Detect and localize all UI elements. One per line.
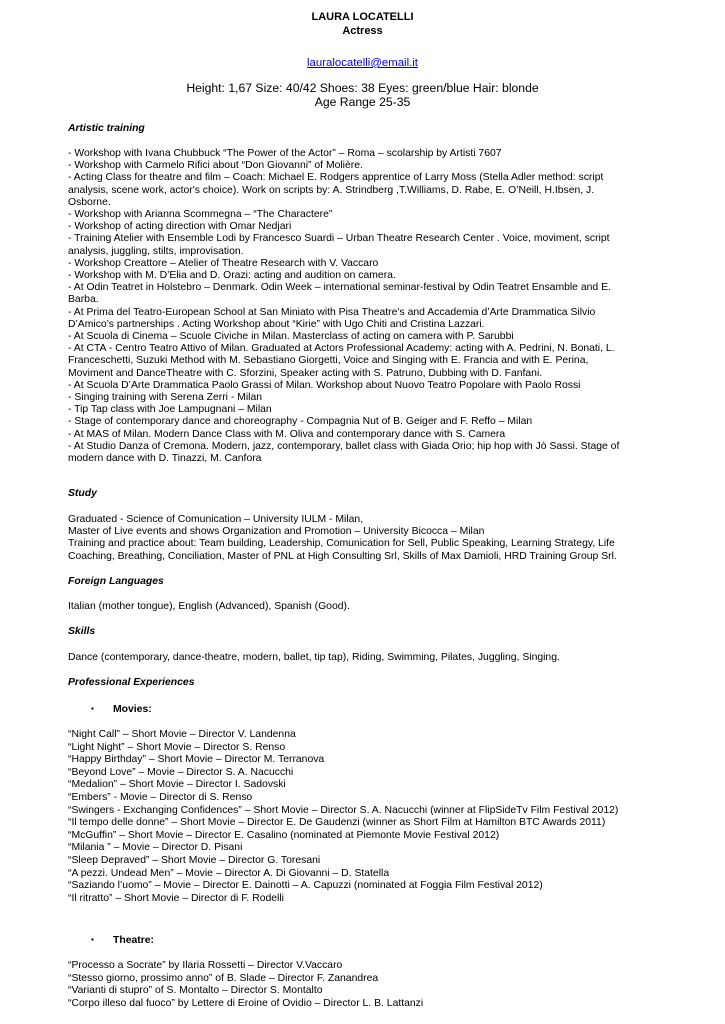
- theatre-bullet-icon: ▪: [91, 935, 94, 944]
- training-line: analysis, scene work, actor's choice). Work on scripts by: A. Strindberg ,T.Williams, D. Rabe, E. O’Neill, H.Ibsen, J.: [68, 184, 595, 196]
- training-line: analysis, juggling, stilts, improvisation.: [68, 245, 244, 257]
- study-line: Training and practice about: Team building, Leadership, Comunication for Sell, Public Speaking, Learning Strategy, Life: [68, 538, 615, 550]
- training-line: - Stage of contemporary dance and choreography - Compagnia Nut of B. Geiger and F. Reffo – Milan: [68, 416, 533, 428]
- training-line: - Training Atelier with Ensemble Lodi by Francesco Suardi – Urban Theatre Research Center . Voice, moviment, script: [68, 233, 610, 245]
- training-line: - Workshop Creattore – Atelier of Theatre Research with V. Vaccaro: [68, 257, 379, 269]
- movie-item: “McGuffin” – Short Movie – Director E. Casalino (nominated at Piemonte Movie Festival 2012): [68, 829, 500, 841]
- candidate-role: Actress: [342, 25, 383, 37]
- training-line: - At Scuola di Cinema – Scuole Civiche in Milan. Masterclass of acting on camera with P. Sarubbi: [68, 331, 514, 342]
- movies-heading: Movies:: [113, 704, 152, 715]
- movie-item: “Sleep Depraved” – Short Movie – Director G. Toresani: [68, 855, 321, 866]
- training-line: D’Amico’s partnerships . Acting Workshop about “Kirie” with Ugo Chiti and Cristina Lazzari.: [68, 318, 485, 330]
- theatre-heading: Theatre:: [113, 935, 154, 946]
- email-link[interactable]: lauralocatelli@email.it: [307, 57, 418, 69]
- artistic-training-heading: Artistic training: [68, 123, 145, 134]
- movie-item: “Swingers - Exchanging Confidences” – Short Movie – Director S. A. Nacucchi (winner at FlipSideTv Film Festival 2012): [68, 804, 619, 816]
- movie-item: “Embers” - Movie – Director di S. Renso: [68, 792, 253, 803]
- training-line: - Workshop of acting direction with Omar Nedjari: [68, 221, 292, 233]
- training-line: - Singing training with Serena Zerri - Milan: [68, 392, 263, 403]
- training-line: - At CTA - Centro Teatro Attivo of Milan. Graduated at Actors Professional Academy: acting with A. Pedrini, N. Bonati, L.: [68, 343, 615, 355]
- experience-heading: Professional Experiences: [68, 677, 195, 688]
- theatre-item: “Processo a Socrate” by Ilaria Rossetti – Director V.Vaccaro: [68, 960, 343, 971]
- study-line: Graduated - Science of Comunication – University IULM - Milan,: [68, 514, 364, 525]
- languages-text: Italian (mother tongue), English (Advanced), Spanish (Good).: [68, 601, 350, 612]
- movie-item: “A pezzi. Undead Men” – Movie – Director A. Di Giovanni – D. Statella: [68, 867, 390, 879]
- training-line: - Workshop with M. D’Elia and D. Orazi: acting and audition on camera.: [68, 270, 396, 281]
- training-line: - Workshop with Carmelo Rifici about “Don Giovanni” of Molière.: [68, 160, 363, 172]
- training-line: - At Odin Teatret in Holstebro – Denmark. Odin Week – international seminar-festival by Odin Teatret Ensamble and E.: [68, 282, 611, 294]
- movies-bullet-icon: ▪: [91, 704, 94, 713]
- training-line: - At Studio Danza of Cremona. Modern, jazz, contemporary, ballet class with Giada Orio; hip hop with Jò Sassi. Stage of: [68, 440, 620, 452]
- age-range: Age Range 25-35: [314, 95, 411, 109]
- study-heading: Study: [68, 488, 97, 499]
- skills-text: Dance (contemporary, dance-theatre, modern, ballet, tip tap), Riding, Swimming, Pilates, Juggling, Singing.: [68, 652, 560, 663]
- movie-item: “Night Call” – Short Movie – Director V. Landenna: [68, 729, 296, 740]
- theatre-item: “Varianti di stupro” of S. Montalto – Director S. Montalto: [68, 985, 323, 996]
- movie-item: “Il ritratto” – Short Movie – Director di F. Rodelli: [68, 892, 284, 904]
- skills-heading: Skills: [68, 626, 96, 637]
- movie-item: “Light Night” – Short Movie – Director S. Renso: [68, 741, 286, 753]
- training-line: Barba.: [68, 294, 99, 306]
- training-line: - At MAS of Milan. Modern Dance Class with M. Oliva and contemporary dance with S. Camera: [68, 428, 506, 440]
- movie-item: “Medalion” – Short Movie – Director I. Sadovski: [68, 779, 286, 791]
- movie-item: “Saziando l’uomo” – Movie – Director E. Dainotti – A. Capuzzi (nominated at Foggia Film Festival 2012): [68, 880, 543, 892]
- training-line: - Tip Tap class with Joe Lampugnani – Milan: [68, 404, 272, 416]
- training-line: - At Scuola D’Arte Drammatica Paolo Grassi of Milan. Workshop about Nuovo Teatro Popolare with Paolo Rossi: [68, 379, 581, 391]
- movie-item: “Il tempo delle donne” – Short Movie – Director E. De Gaudenzi (winner as Short Film at Hamilton BTC Awards 2011): [68, 817, 606, 829]
- study-line: Coaching, Breathing, Conciliation, Master of PNL at High Consulting Srl, Skills of Max Damioli, HRD Training Group Srl.: [68, 550, 617, 562]
- movie-item: “Happy Birthday” – Short Movie – Director M. Terranova: [68, 754, 325, 766]
- training-line: Franceschetti, Suzuki Method with M. Sebastiano Giorgetti, Voice and Singing with E. Francia and with E. Perina,: [68, 355, 589, 367]
- movie-item: “Beyond Love” – Movie – Director S. A. Nacucchi: [68, 766, 294, 778]
- training-line: - Workshop with Ivana Chubbuck “The Power of the Actor” – Roma – scolarship by Artisti 7607: [68, 148, 502, 159]
- training-line: Osborne.: [68, 196, 111, 208]
- training-line: - Acting Class for theatre and film – Coach: Michael E. Rodgers apprentice of Larry Moss (Stella Adler method: script: [68, 172, 604, 184]
- physical-stats: Height: 1,67 Size: 40/42 Shoes: 38 Eyes: green/blue Hair: blonde: [186, 81, 539, 95]
- training-line: - Workshop with Arianna Scommegna – “The Charactere”: [68, 209, 333, 220]
- email-row: [0, 53, 725, 71]
- theatre-item: “Corpo illeso dal fuoco” by Lettere di Eroine of Ovidio – Director L. B. Lattanzi: [68, 997, 424, 1009]
- training-line: Moviment and DanceTheatre with C. Sforzini, Speaker acting with S. Patruno, Dubbing with D. Fanfani.: [68, 367, 543, 379]
- training-line: - At Prima del Teatro-European School at San Miniato with Pisa Theatre’s and Accademia d’Arte Drammatica Silvio: [68, 306, 596, 318]
- study-line: Master of Live events and shows Organization and Promotion – University Bicocca – Milan: [68, 526, 485, 538]
- candidate-name: LAURA LOCATELLI: [311, 11, 414, 23]
- theatre-item: “Stesso giorno, prossimo anno” of B. Slade – Director F. Zanandrea: [68, 972, 379, 984]
- movie-item: “Milania ” – Movie – Director D. Pisani: [68, 842, 243, 854]
- training-line: modern dance with D. Tinazzi, M. Canfora: [68, 453, 262, 464]
- languages-heading: Foreign Languages: [68, 576, 164, 587]
